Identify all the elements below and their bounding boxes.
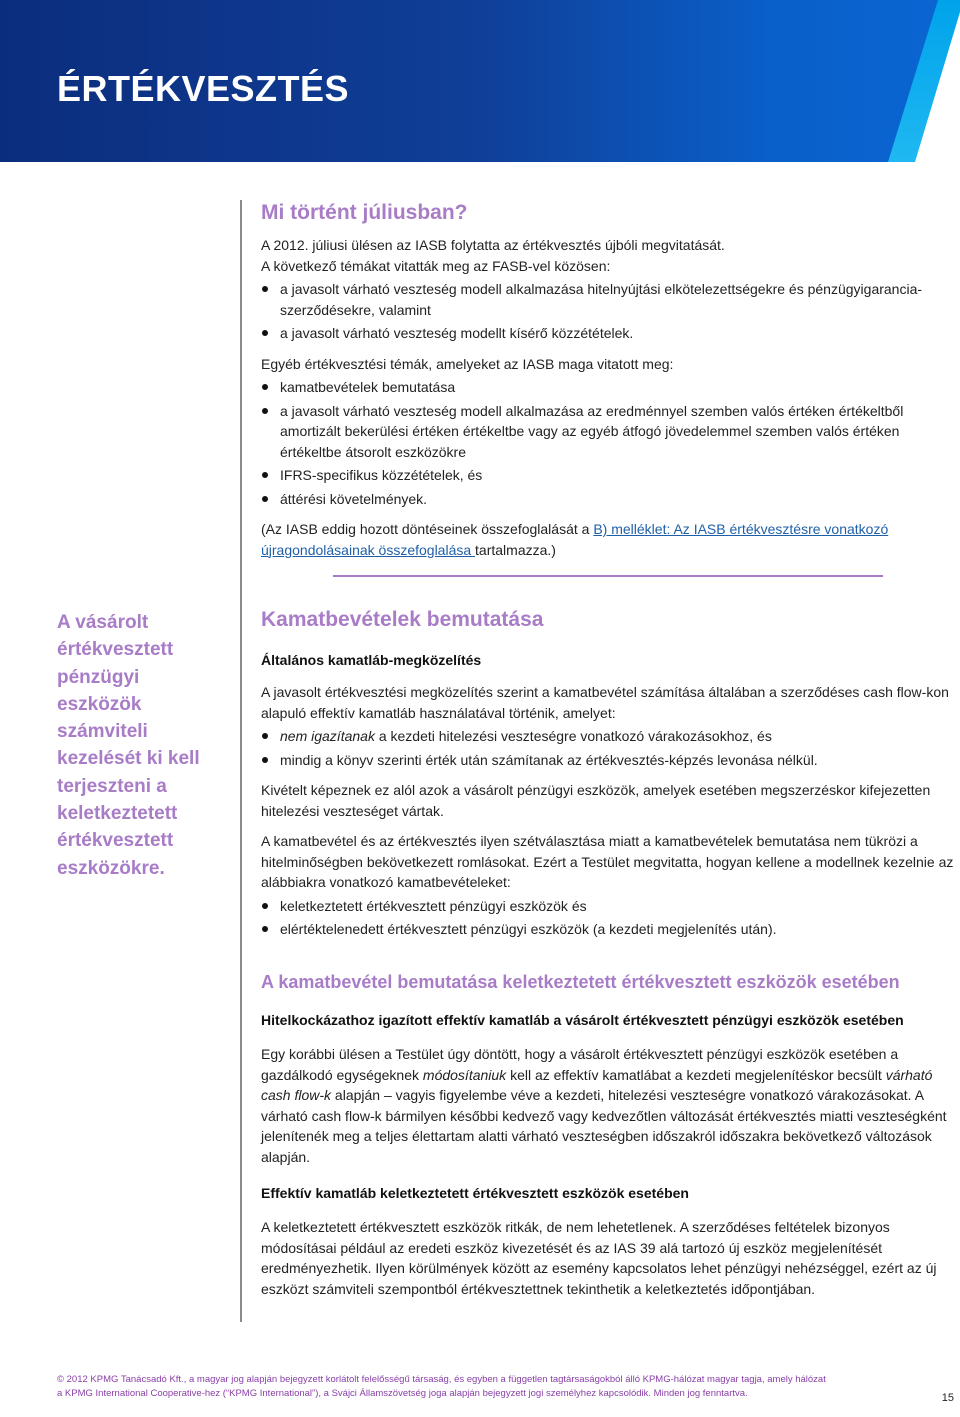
section-interest-income	[261, 606, 956, 940]
bullet-dot-icon	[262, 757, 268, 763]
paragraph: Kivételt képeznek ez alól azok a vásárolt pénzügyi eszközök, amelyek esetében megszerzéskor kifejezetten hitelezési veszteséget vártak.	[261, 782, 931, 819]
list-item	[261, 401, 956, 463]
bullet-dot-icon	[262, 384, 268, 390]
bullet-dot-icon	[262, 286, 268, 292]
list-item	[261, 896, 956, 917]
section-originated-impaired	[261, 970, 956, 1299]
list-item-text: kamatbevételek bemutatása	[280, 379, 456, 395]
bullet-list	[261, 896, 956, 940]
paragraph	[261, 519, 956, 560]
paragraph: A keletkeztetett értékvesztett eszközök ritkák, de nem lehetetlenek. A szerződéses feltételek bizonyos módosításai például az eredeti eszköz kivezetését és az IAS 39 alá tartozó új eszköz megjelenítését eredményezhetik. Ilyen körülmények között az esemény kapcsolatos lehet pénzügyi nehézséggel, ezért az új eszközt számviteli szempontból értékvesztettnek tekinthetik a keletkeztetés időpontjában.	[261, 1219, 937, 1297]
section-divider	[333, 575, 883, 577]
bullet-dot-icon	[262, 330, 268, 336]
paragraph-text: kell az effektív kamatlábat a kezdeti megjelenítéskor becsült	[506, 1066, 886, 1083]
paragraph: A 2012. júliusi ülésen az IASB folytatta az értékvesztés újbóli megvitatását.	[261, 237, 725, 253]
subheading: Effektív kamatláb keletkeztetett értékvesztett eszközök esetében	[261, 1185, 689, 1201]
section-heading: A kamatbevétel bemutatása keletkeztetett értékvesztett eszközök esetében	[261, 972, 900, 992]
bullet-list	[261, 279, 956, 344]
column-divider	[240, 200, 242, 1322]
list-item	[261, 919, 956, 940]
list-item-emphasis: nem igazítanak	[280, 728, 375, 744]
list-item	[261, 726, 956, 747]
list-item	[261, 279, 956, 320]
section-heading: Mi történt júliusban?	[261, 201, 468, 224]
paragraph: A javasolt értékvesztési megközelítés szerint a kamatbevétel számítása általában a szerződéses cash flow-kon alapuló effektív kamatláb használatával történik, amelyet:	[261, 684, 949, 721]
list-item	[261, 489, 956, 510]
paragraph: A kamatbevétel és az értékvesztés ilyen szétválasztása miatt a kamatbevételek bemutatása nem tükrözi a hitelminőségben bekövetkezett romlásokat. Ezért a Testület megvitatta, hogyan kellene a modellnek kezelnie az alábbiakra vonatkozó kamatbevételeket:	[261, 833, 954, 890]
subheading: Hitelkockázathoz igazított effektív kamatláb a vásárolt értékvesztett pénzügyi eszközök esetében	[261, 1012, 904, 1028]
list-item-text: a kezdeti hitelezési veszteségre vonatkozó várakozásokhoz, és	[374, 728, 772, 744]
list-item	[261, 377, 956, 398]
bullet-dot-icon	[262, 733, 268, 739]
list-item-text: a javasolt várható veszteség modell alkalmazása hitelnyújtási elkötelezettségekre és pénzügyigarancia-szerződésekre, valamint	[280, 281, 923, 318]
list-item-text: keletkeztetett értékvesztett pénzügyi eszközök és	[280, 897, 587, 914]
paragraph	[261, 1044, 956, 1167]
paragraph: A következő témákat vitatták meg az FASB-vel közösen:	[261, 257, 611, 274]
note-text: (Az IASB eddig hozott döntéseinek összefoglalását a	[261, 521, 594, 537]
bullet-list	[261, 726, 956, 770]
list-item-text: a javasolt várható veszteség modellt kísérő közzétételek.	[280, 325, 634, 341]
bullet-list	[261, 377, 956, 509]
list-item-text: áttérési követelmények.	[280, 490, 428, 507]
list-item	[261, 465, 956, 486]
footer-copyright: © 2012 KPMG Tanácsadó Kft., a magyar jog alapján bejegyzett korlátolt felelősségű társaság, és egyben a független tagtársaságokból álló KPMG-hálózat magyar tagja, amely hálózat a KPMG International Cooperative-hez (“KPMG International”), a Svájci Államszövetség joga alapján bejegyzett jogi személyhez kapcsolódik. Minden jog fenntartva.	[57, 1374, 826, 1399]
bullet-dot-icon	[262, 408, 268, 414]
list-item	[261, 323, 956, 344]
list-item-text: a javasolt várható veszteség modell alkalmazása az eredménnyel szemben valós értéken értékeltből amortizált bekerülési értéken értékeltbe vagy az egyéb átfogó jövedelemmel szemben valós értéken értékeltbe átsorolt eszközökre	[280, 402, 904, 460]
sidebar-pull-quote: A vásárolt értékvesztett pénzügyi eszközök számviteli kezelését ki kell terjeszteni a keletkeztetett értékvesztett eszközökre.	[57, 612, 200, 879]
paragraph-emphasis: várható cash flow-k	[261, 1066, 933, 1103]
page-number: 15	[941, 1392, 954, 1404]
subheading: Általános kamatláb-megközelítés	[261, 652, 482, 668]
bullet-dot-icon	[262, 496, 268, 502]
paragraph: Egyéb értékvesztési témák, amelyeket az IASB maga vitatott meg:	[261, 355, 674, 372]
list-item	[261, 750, 956, 771]
paragraph-text: alapján – vagyis figyelembe véve a kezdeti, hitelezési veszteségre vonatkozó várakozásokat. A várható cash flow-k bármilyen későbbi kedvező vagy kedvezőtlen változását értékvesztés miatti veszteségként jelenítenék meg a teljes élettartam alatti várható veszteségben időszakról időszakra bekövetkező változások alapján.	[261, 1087, 947, 1165]
list-item-text: elértéktelenedett értékvesztett pénzügyi eszközök (a kezdeti megjelenítés után).	[280, 921, 777, 937]
note-text: tartalmazza.)	[475, 541, 556, 558]
page-title: ÉRTÉKVESZTÉS	[57, 68, 350, 109]
annex-b-link[interactable]: B) melléklet: Az IASB értékvesztésre vonatkozó újragondolásainak összefoglalása	[261, 521, 889, 558]
paragraph-text: Egy korábbi ülésen a Testület úgy döntött, hogy a vásárolt értékvesztett pénzügyi eszközök esetében a gazdálkodó egységeknek	[261, 1046, 899, 1083]
list-item-text: IFRS-specifikus közzétételek, és	[280, 467, 483, 483]
list-item-text: mindig a könyv szerinti érték után számítanak az értékvesztés-képzés levonása nélkül.	[280, 751, 818, 768]
bullet-dot-icon	[262, 926, 268, 932]
section-heading: Kamatbevételek bemutatása	[261, 608, 544, 631]
bullet-dot-icon	[262, 903, 268, 909]
section-what-happened	[261, 199, 956, 560]
paragraph-emphasis: módosítaniuk	[422, 1066, 507, 1083]
bullet-dot-icon	[262, 472, 268, 478]
